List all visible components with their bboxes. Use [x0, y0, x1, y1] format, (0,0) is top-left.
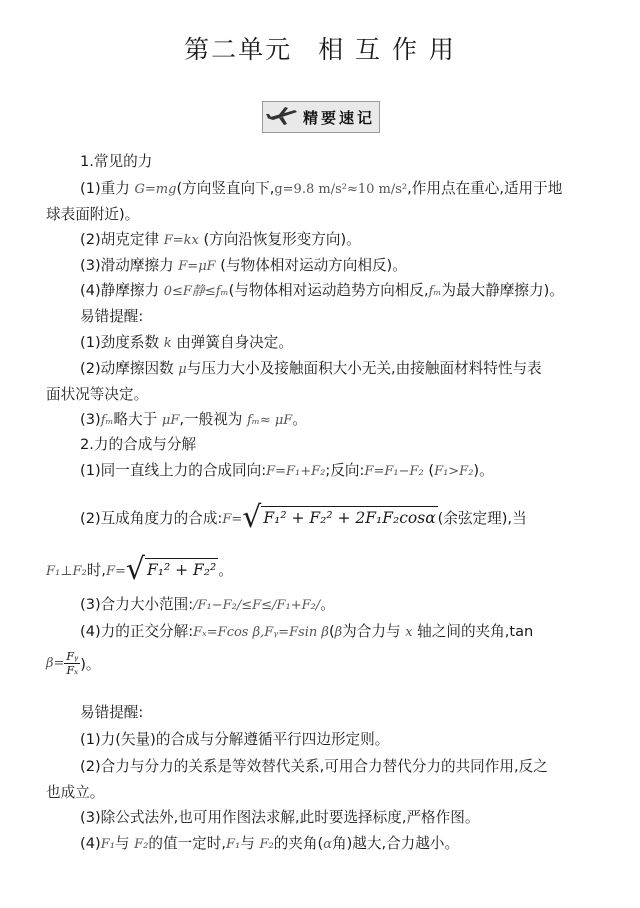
airplane-icon: [265, 105, 299, 127]
tips-heading-2: 易错提醒:: [80, 704, 144, 721]
sliding-friction-line: (3)滑动摩擦力 F=μF (与物体相对运动方向相反)。: [80, 257, 407, 274]
tip-angle-effect: (4)F₁与 F₂的值一定时,F₁与 F₂的夹角(α角)越大,合力越小。: [80, 835, 460, 852]
collinear-forces-line: (1)同一直线上力的合成同向:F=F₁+F₂;反向:F=F₁−F₂ (F₁>F₂)。: [80, 462, 494, 479]
tip-equivalence-cont: 也成立。: [46, 784, 105, 801]
static-friction-line: (4)静摩擦力 0≤F静≤fₘ(与物体相对运动趋势方向相反,fₘ为最大静摩擦力)。: [80, 282, 564, 299]
perpendicular-forces-line: F₁⊥F₂时,F=√ F₁² + F₂² 。: [46, 552, 233, 587]
tip-equivalence: (2)合力与分力的关系是等效替代关系,可用合力替代分力的共同作用,反之: [80, 758, 548, 775]
unit-name: 相 互 作 用: [318, 35, 456, 64]
pythagorean-formula: √ F₁² + F₂²: [125, 552, 217, 587]
tip-friction-coefficient: (2)动摩擦因数 μ与压力大小及接触面积大小无关,由接触面材料特性与表: [80, 360, 542, 377]
gravity-line: (1)重力 G=mg(方向竖直向下,g=9.8 m/s²≈10 m/s²,作用点在重心,适用于地: [80, 180, 563, 197]
banner-label: 精要速记: [303, 109, 376, 127]
page-title: [0, 30, 640, 66]
tan-beta-line: β= $\frac{\text{Fᵧ}}{\text{Fₓ}}$ )。: [46, 650, 101, 677]
gravity-line-cont: 球表面附近)。: [46, 206, 140, 223]
resultant-range-line: (3)合力大小范围:/F₁−F₂/≤F≤/F₁+F₂/。: [80, 596, 335, 613]
cosine-law-formula: √ F₁² + F₂² + 2F₁F₂cosα: [242, 500, 436, 535]
tip-graphical-method: (3)除公式法外,也可用作图法求解,此时要选择标度,严格作图。: [80, 809, 480, 826]
tip-friction-coefficient-cont: 面状况等决定。: [46, 386, 149, 403]
tips-heading-1: 易错提醒:: [80, 308, 144, 325]
tip-parallelogram: (1)力(矢量)的合成与分解遵循平行四边形定则。: [80, 731, 390, 748]
tip-stiffness: (1)劲度系数 k 由弹簧自身决定。: [80, 334, 293, 351]
tan-beta-fraction: $\frac{\text{Fᵧ}}{\text{Fₓ}}$: [66, 650, 79, 677]
unit-label: 第二单元: [184, 35, 293, 64]
hooke-law-line: (2)胡克定律 F=kx (方向沿恢复形变方向)。: [80, 231, 361, 248]
angled-forces-line: (2)互成角度力的合成:F=√ F₁² + F₂² + 2F₁F₂cosα (余弦定理),当: [80, 500, 527, 535]
tip-max-static-friction: (3)fₘ略大于 μF,一般视为 fₘ≈ μF。: [80, 411, 307, 428]
orthogonal-decomposition-line: (4)力的正交分解:Fₓ=Fcos β,Fᵧ=Fsin β(β为合力与 x 轴之间的夹角,tan: [80, 623, 534, 640]
section-heading-forces: 1.常见的力: [80, 153, 153, 170]
section-heading-composition: 2.力的合成与分解: [80, 436, 197, 453]
section-banner: [262, 101, 380, 133]
